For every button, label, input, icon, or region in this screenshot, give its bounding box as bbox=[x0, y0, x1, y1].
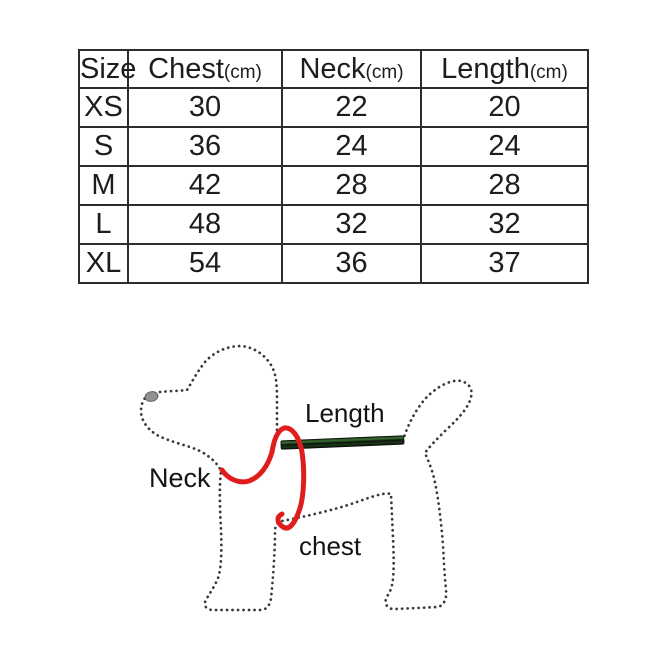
cell-size: L bbox=[79, 205, 128, 244]
column-label-chest: Chest bbox=[148, 52, 224, 85]
nose-dot bbox=[144, 390, 159, 402]
neck-label: Neck bbox=[149, 463, 211, 493]
column-label-size: Size bbox=[80, 52, 137, 85]
column-unit-length: (cm) bbox=[529, 61, 568, 83]
cell-length: 32 bbox=[421, 205, 588, 244]
cell-chest: 36 bbox=[128, 127, 282, 166]
cell-neck: 36 bbox=[282, 244, 421, 283]
chest-label: chest bbox=[299, 531, 362, 561]
column-unit-chest: (cm) bbox=[223, 61, 262, 83]
cell-length: 20 bbox=[421, 88, 588, 127]
cell-size: S bbox=[79, 127, 128, 166]
cell-size: XS bbox=[79, 88, 128, 127]
cell-size: M bbox=[79, 166, 128, 205]
column-label-length: Length bbox=[441, 52, 530, 85]
column-unit-neck: (cm) bbox=[365, 61, 404, 83]
cell-neck: 24 bbox=[282, 127, 421, 166]
cell-chest: 54 bbox=[128, 244, 282, 283]
column-label-neck: Neck bbox=[299, 52, 366, 85]
dog-head-outline bbox=[160, 346, 277, 437]
cell-size: XL bbox=[79, 244, 128, 283]
cell-chest: 42 bbox=[128, 166, 282, 205]
length-label: Length bbox=[305, 398, 385, 428]
cell-length: 37 bbox=[421, 244, 588, 283]
cell-chest: 48 bbox=[128, 205, 282, 244]
cell-neck: 28 bbox=[282, 166, 421, 205]
cell-neck: 32 bbox=[282, 205, 421, 244]
cell-chest: 30 bbox=[128, 88, 282, 127]
cell-length: 24 bbox=[421, 127, 588, 166]
cell-neck: 22 bbox=[282, 88, 421, 127]
cell-length: 28 bbox=[421, 166, 588, 205]
